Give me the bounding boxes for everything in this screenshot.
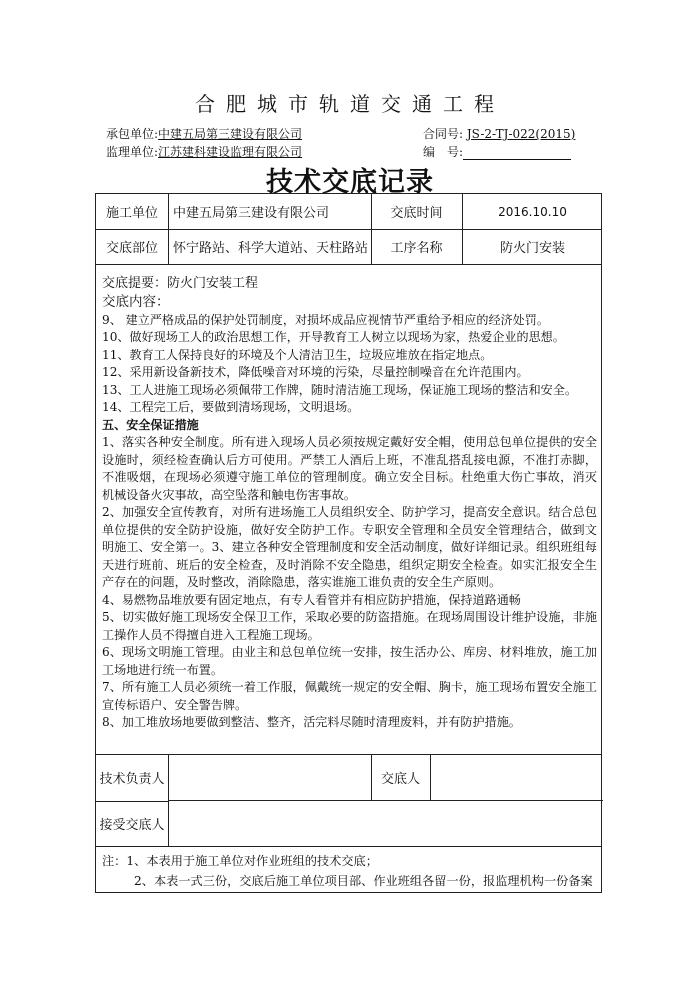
contractor-row bbox=[106, 125, 302, 142]
content-line: 11、教育工人保持良好的环境及个人清洁卫生，垃圾应堆放在指定地点。 bbox=[102, 347, 493, 362]
serial-label: 编 号: bbox=[423, 145, 464, 159]
receiver-value[interactable] bbox=[168, 800, 603, 846]
safety-paragraph: 6、现场文明施工管理。由业主和总包单位统一安排，按生活办公、库房、材料堆放，施工加工场地进行统一布置。 bbox=[102, 645, 597, 677]
section-five-title: 五、安全保证措施 bbox=[102, 417, 199, 432]
content-line: 10、做好现场工人的政治思想工作，开导教育工人树立以现场为家，热爱企业的思想。 bbox=[102, 330, 565, 344]
content-body bbox=[102, 294, 597, 732]
safety-paragraph: 1、落实各种安全制度。所有进入现场人员必须按规定戴好安全帽，使用总包单位提供的安全设施时，须经检查确认后方可使用。严禁工人酒后上班，不准乱搭乱接电源，不准打赤脚，不准吸烟，在现场必须遵守施工单位的管理制度。确立安全目标。杜绝重大伤亡事故，消灭机械设备火灾事故，高空坠落和触电伤害事故。 bbox=[102, 435, 597, 502]
note-line: 2、本表一式三份，交底后施工单位项目部、作业班组各留一份，报监理机构一份备案 bbox=[134, 874, 593, 888]
project-title: 合肥城市轨道交通工程 bbox=[195, 92, 505, 116]
tech-lead-value[interactable] bbox=[168, 754, 371, 800]
time-value: 2016.10.10 bbox=[498, 204, 567, 219]
safety-paragraph: 7、所有施工人员必须统一着工作服，佩戴统一规定的安全帽、胸卡，施工现场布置安全施工宣传标语户、安全警告牌。 bbox=[102, 680, 597, 712]
contract-no-label: 合同号: bbox=[423, 127, 464, 141]
contract-no-value: JS-2-TJ-022(2015) bbox=[466, 127, 576, 141]
safety-paragraph: 2、加强安全宣传教育，对所有进场施工人员组织安全、防护学习，提高安全意识。结合总包单位提供的安全防护设施，做好安全防护工作。专职安全管理和全员安全管理结合，做到文明施工、安全第一。3、建立各种安全管理制度和安全活动制度，做好详细记录。组织班组每天进行班前、班后的安全检查，及时消除不安全隐患，组织定期安全检查。如实汇报安全生产存在的问题，及时整改，消除隐患，落实谁施工谁负责的安全生产原则。 bbox=[102, 505, 597, 589]
supervisor-label: 监理单位: bbox=[106, 145, 159, 159]
unit-value: 中建五局第三建设有限公司 bbox=[173, 206, 330, 221]
contractor-label: 承包单位: bbox=[106, 127, 159, 141]
content-heading: 交底内容： bbox=[102, 294, 170, 310]
content-line: 13、工人进施工现场必须佩带工作牌，随时清洁施工现场，保证施工现场的整洁和安全。 bbox=[102, 382, 577, 397]
summary: 交底提要：防火门安装工程 bbox=[102, 276, 259, 291]
contract-no-row bbox=[423, 125, 575, 142]
safety-paragraph: 8、加工堆放场地要做到整洁、整齐，活完料尽随时清理废料，并有防护措施。 bbox=[102, 715, 521, 729]
content-line: 9、 建立严格成品的保护处罚制度，对损坏成品应视情节严重给予相应的经济处罚。 bbox=[102, 312, 549, 327]
note-line: 注：1、本表用于施工单位对作业班组的技术交底； bbox=[102, 854, 378, 868]
disclosure-table bbox=[95, 193, 602, 893]
part-value: 怀宁路站、科学大道站、天柱路站 bbox=[173, 241, 369, 256]
receiver-label: 接受交底人 bbox=[99, 818, 165, 833]
safety-paragraph: 4、易燃物品堆放要有固定地点，有专人看管并有相应防护措施，保持道路通畅 bbox=[102, 592, 521, 607]
form-title: 技术交底记录 bbox=[266, 167, 434, 198]
supervisor-value: 江苏建科建设监理有限公司 bbox=[158, 145, 303, 159]
safety-paragraph: 5、切实做好施工现场安全保卫工作，采取必要的防盗措施。在现场周围设计维护设施，非施工操作人员不得擅自进入工程施工现场。 bbox=[102, 610, 597, 642]
content-line: 12、采用新设备新技术，降低噪音对环境的污染，尽量控制噪音在允许范围内。 bbox=[102, 365, 529, 379]
contractor-value: 中建五局第三建设有限公司 bbox=[158, 127, 303, 141]
serial-value bbox=[463, 147, 571, 160]
discloser-value[interactable] bbox=[430, 754, 603, 800]
process-label: 工序名称 bbox=[390, 241, 443, 256]
supervisor-row bbox=[106, 143, 302, 160]
process-value: 防火门安装 bbox=[499, 241, 565, 256]
serial-row bbox=[423, 143, 571, 160]
unit-label: 施工单位 bbox=[105, 206, 158, 221]
tech-lead-label: 技术负责人 bbox=[99, 772, 165, 787]
part-label: 交底部位 bbox=[105, 241, 158, 256]
content-line: 14、工程完工后，要做到清场现场，文明退场。 bbox=[102, 400, 360, 414]
time-label: 交底时间 bbox=[390, 206, 443, 221]
discloser-label: 交底人 bbox=[380, 771, 420, 787]
notes bbox=[102, 851, 602, 891]
